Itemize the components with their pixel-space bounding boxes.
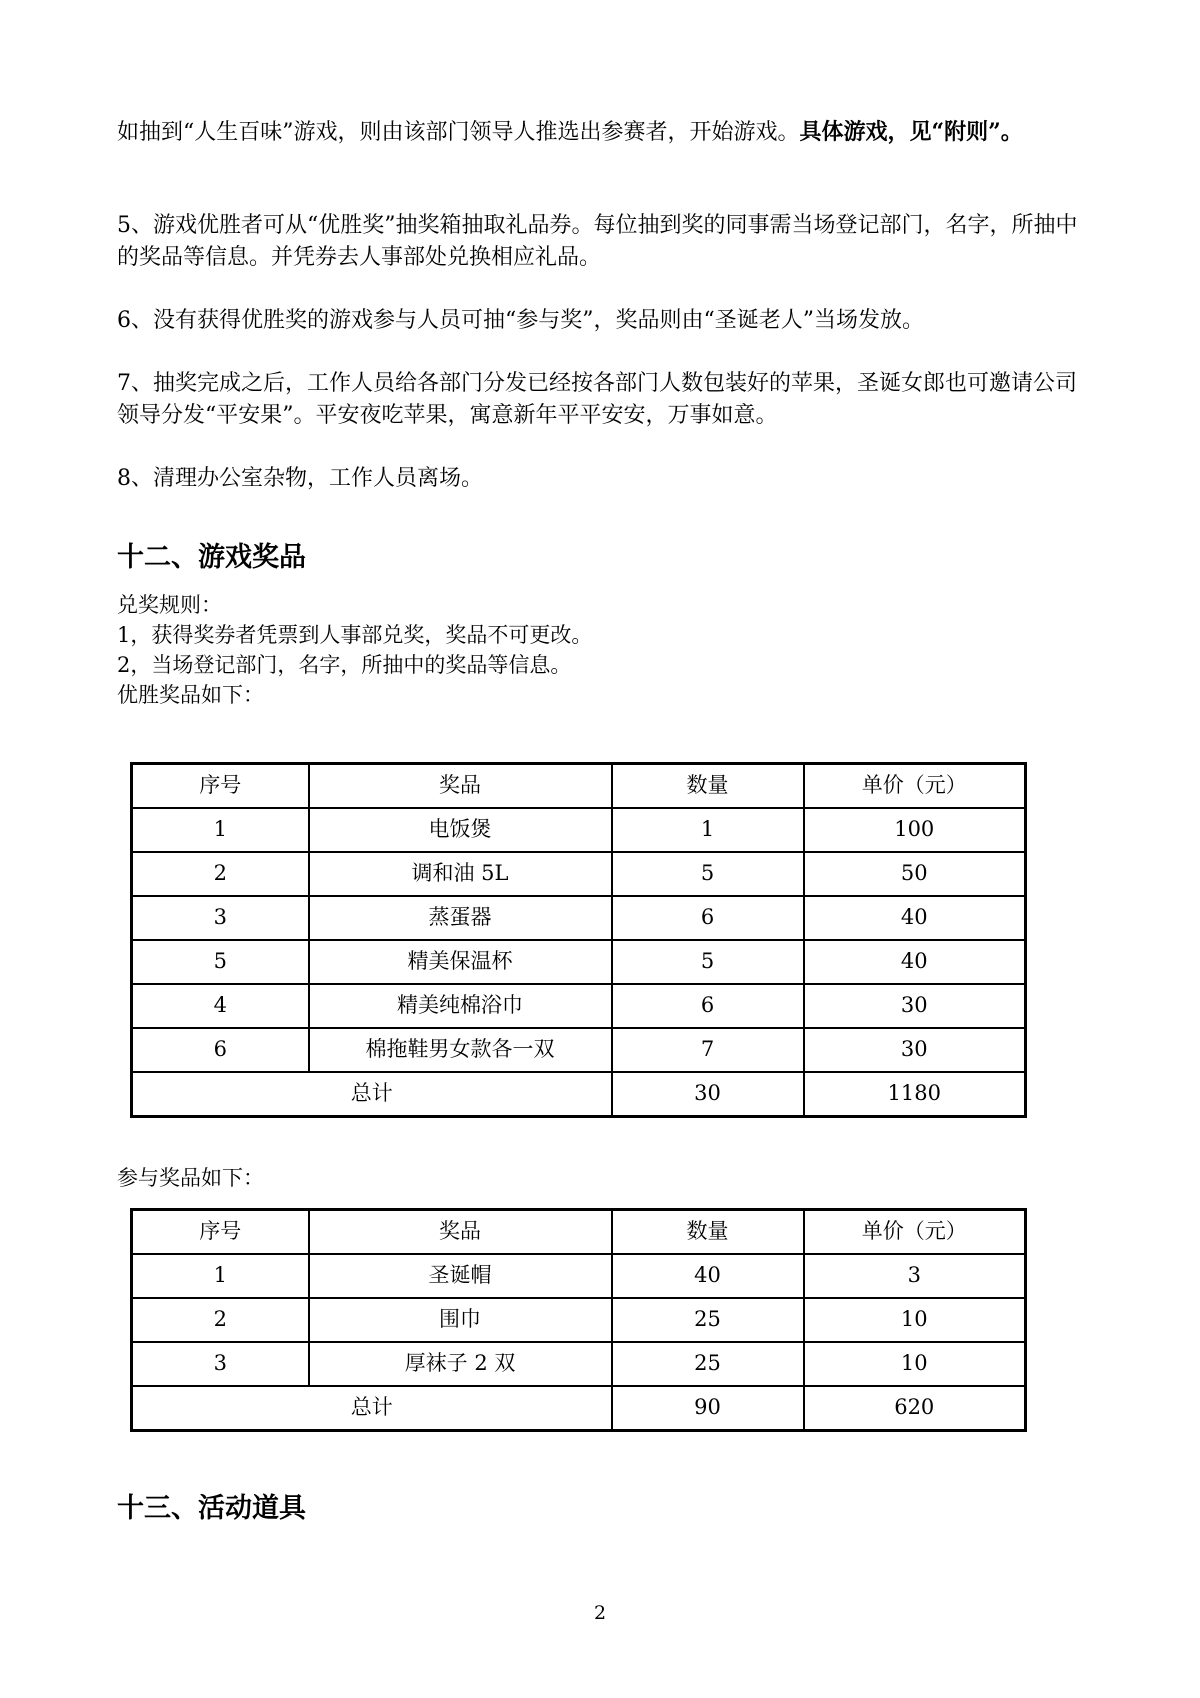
participant-prize-table bbox=[130, 1208, 1027, 1432]
table-cell: 6 bbox=[612, 896, 804, 940]
table-cell: 圣诞帽 bbox=[309, 1254, 612, 1298]
header-cell-unit-price: 单价（元） bbox=[804, 1210, 1026, 1255]
total-price-cell: 1180 bbox=[804, 1072, 1026, 1117]
table-row bbox=[132, 940, 1026, 984]
table-row bbox=[132, 896, 1026, 940]
table-row bbox=[132, 808, 1026, 852]
paragraph-step-5: 5、游戏优胜者可从“优胜奖”抽奖箱抽取礼品券。每位抽到奖的同事需当场登记部门，名字，所抽中的奖品等信息。并凭券去人事部处兑换相应礼品。 bbox=[117, 213, 1078, 270]
table-cell: 精美保温杯 bbox=[309, 940, 612, 984]
table-cell: 6 bbox=[612, 984, 804, 1028]
paragraph-game-selection bbox=[117, 116, 1097, 149]
header-cell-unit-price: 单价（元） bbox=[804, 764, 1026, 809]
table-cell: 2 bbox=[132, 852, 309, 896]
table-row bbox=[132, 1298, 1026, 1342]
table-cell: 蒸蛋器 bbox=[309, 896, 612, 940]
table-cell: 1 bbox=[612, 808, 804, 852]
table-cell: 7 bbox=[612, 1028, 804, 1072]
header-cell-quantity: 数量 bbox=[612, 1210, 804, 1255]
participant-prizes-intro: 参与奖品如下： bbox=[117, 1166, 264, 1190]
table-cell: 10 bbox=[804, 1342, 1026, 1386]
winner-prize-table bbox=[130, 762, 1027, 1118]
table-cell: 1 bbox=[132, 1254, 309, 1298]
header-cell-index: 序号 bbox=[132, 764, 309, 809]
paragraph-step-6: 6、没有获得优胜奖的游戏参与人员可抽“参与奖”，奖品则由“圣诞老人”当场发放。 bbox=[117, 308, 924, 333]
table-row bbox=[132, 1028, 1026, 1072]
table-cell: 3 bbox=[804, 1254, 1026, 1298]
table-cell: 30 bbox=[804, 984, 1026, 1028]
table-cell: 40 bbox=[804, 896, 1026, 940]
table-cell: 5 bbox=[612, 940, 804, 984]
total-label-cell: 总计 bbox=[132, 1072, 612, 1117]
table-cell: 4 bbox=[132, 984, 309, 1028]
header-cell-index: 序号 bbox=[132, 1210, 309, 1255]
winner-prizes-intro: 优胜奖品如下： bbox=[117, 683, 264, 707]
total-quantity-cell: 30 bbox=[612, 1072, 804, 1117]
paragraph-step-8: 8、清理办公室杂物，工作人员离场。 bbox=[117, 466, 483, 491]
table-cell: 40 bbox=[804, 940, 1026, 984]
table-cell: 25 bbox=[612, 1298, 804, 1342]
header-cell-prize: 奖品 bbox=[309, 1210, 612, 1255]
total-quantity-cell: 90 bbox=[612, 1386, 804, 1431]
paragraph-game-selection-bold: 具体游戏，见“附则”。 bbox=[799, 119, 1023, 145]
table-row bbox=[132, 1342, 1026, 1386]
paragraph-step-7: 7、抽奖完成之后，工作人员给各部门分发已经按各部门人数包装好的苹果，圣诞女郎也可邀请公司领导分发“平安果”。平安夜吃苹果，寓意新年平平安安，万事如意。 bbox=[117, 371, 1078, 428]
redeem-rules-title: 兑奖规则： bbox=[117, 593, 222, 617]
section-13-heading: 十三、活动道具 bbox=[117, 1493, 306, 1524]
table-cell: 3 bbox=[132, 1342, 309, 1386]
section-12-heading: 十二、游戏奖品 bbox=[117, 542, 306, 573]
table-total-row bbox=[132, 1072, 1026, 1117]
table-cell: 3 bbox=[132, 896, 309, 940]
paragraph-game-selection-text: 如抽到“人生百味”游戏，则由该部门领导人推选出参赛者，开始游戏。 bbox=[117, 120, 800, 145]
table-total-row bbox=[132, 1386, 1026, 1431]
table-cell: 5 bbox=[612, 852, 804, 896]
table-cell: 调和油 5L bbox=[309, 852, 612, 896]
total-price-cell: 620 bbox=[804, 1386, 1026, 1431]
table-cell: 30 bbox=[804, 1028, 1026, 1072]
header-cell-prize: 奖品 bbox=[309, 764, 612, 809]
total-label-cell: 总计 bbox=[132, 1386, 612, 1431]
table-row bbox=[132, 852, 1026, 896]
table-cell: 50 bbox=[804, 852, 1026, 896]
header-cell-quantity: 数量 bbox=[612, 764, 804, 809]
table-header-row bbox=[132, 764, 1026, 809]
table-cell: 电饭煲 bbox=[309, 808, 612, 852]
table-cell: 1 bbox=[132, 808, 309, 852]
table-cell: 40 bbox=[612, 1254, 804, 1298]
table-cell: 2 bbox=[132, 1298, 309, 1342]
table-row bbox=[132, 984, 1026, 1028]
table-cell: 25 bbox=[612, 1342, 804, 1386]
table-cell: 5 bbox=[132, 940, 309, 984]
redeem-rule-2: 2，当场登记部门，名字，所抽中的奖品等信息。 bbox=[117, 653, 572, 677]
table-cell: 精美纯棉浴巾 bbox=[309, 984, 612, 1028]
table-cell: 10 bbox=[804, 1298, 1026, 1342]
table-header-row bbox=[132, 1210, 1026, 1255]
table-cell: 棉拖鞋男女款各一双 bbox=[309, 1028, 612, 1072]
redeem-rule-1: 1，获得奖券者凭票到人事部兑奖，奖品不可更改。 bbox=[117, 623, 593, 647]
table-cell: 6 bbox=[132, 1028, 309, 1072]
table-cell: 围巾 bbox=[309, 1298, 612, 1342]
table-row bbox=[132, 1254, 1026, 1298]
page-number: 2 bbox=[593, 1602, 607, 1624]
table-cell: 100 bbox=[804, 808, 1026, 852]
table-cell: 厚袜子 2 双 bbox=[309, 1342, 612, 1386]
